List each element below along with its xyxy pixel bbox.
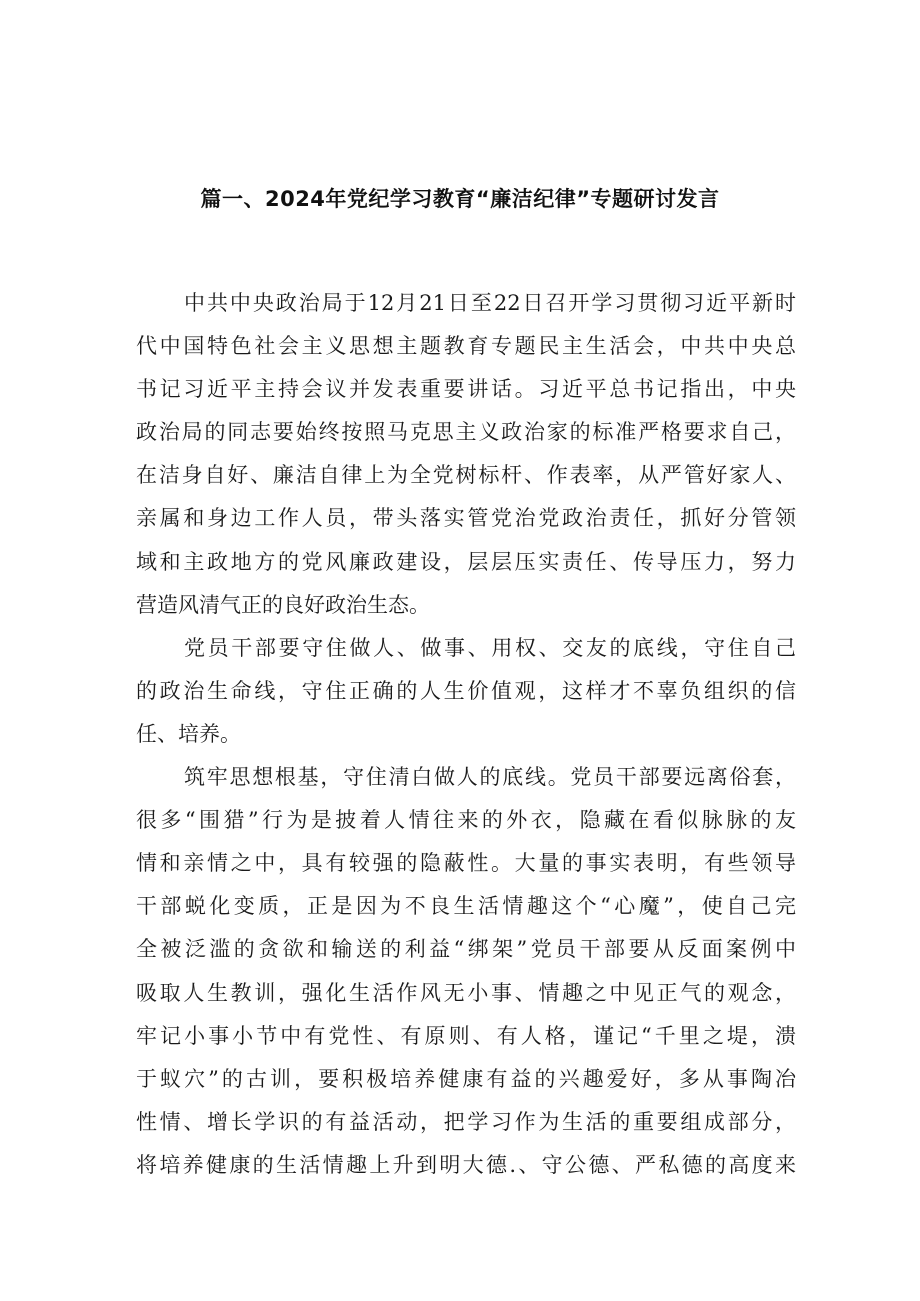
text-line: 任、培养。 (136, 721, 241, 746)
text-line: 干部蜕化变质，正是因为不良生活情趣这个“心魔”，使自己完 (136, 894, 796, 919)
text-line: 吸取人生教训，强化生活作风无小事、情趣之中见正气的观念， (136, 980, 796, 1005)
paragraph-2 (136, 627, 796, 756)
text-line: 亲属和身边工作人员，带头落实管党治党政治责任，抓好分管领 (136, 506, 796, 531)
text-line: 的政治生命线，守住正确的人生价值观，这样才不辜负组织的信 (136, 678, 796, 703)
text-line: 全被泛滥的贪欲和输送的利益“绑架”党员干部要从反面案例中 (136, 937, 796, 962)
text-line: 将培养健康的生活情趣上升到明大德.、守公德、严私德的高度来 (136, 1152, 796, 1177)
document-title: 篇一、2024年党纪学习教育“廉洁纪律”专题研讨发言 (200, 187, 720, 211)
text-line: 营造风清气正的良好政治生态。 (136, 592, 430, 617)
paragraph-3 (136, 756, 796, 1187)
document-body (136, 282, 796, 1187)
text-line: 书记习近平主持会议并发表重要讲话。习近平总书记指出，中央 (136, 377, 796, 402)
text-line: 情和亲情之中，具有较强的隐蔽性。大量的事实表明，有些领导 (136, 851, 796, 876)
paragraph-1 (136, 282, 796, 627)
text-line: 域和主政地方的党风廉政建设，层层压实责任、传导压力，努力 (136, 549, 796, 574)
text-line: 于蚁穴”的古训，要积极培养健康有益的兴趣爱好，多从事陶冶 (136, 1066, 796, 1091)
text-line: 筑牢思想根基，守住清白做人的底线。党员干部要远离俗套， (184, 765, 796, 790)
text-line: 代中国特色社会主义思想主题教育专题民主生活会，中共中央总 (136, 334, 796, 359)
text-line: 牢记小事小节中有党性、有原则、有人格，谨记“千里之堤，溃 (136, 1023, 796, 1048)
text-line: 很多“围猎”行为是披着人情往来的外衣，隐藏在看似脉脉的友 (136, 808, 796, 833)
text-line: 中共中央政治局于12月21日至22日召开学习贯彻习近平新时 (184, 291, 796, 315)
text-line: 党员干部要守住做人、做事、用权、交友的底线，守住自己 (184, 635, 796, 660)
text-line: 政治局的同志要始终按照马克思主义政治家的标准严格要求自己， (136, 420, 796, 445)
text-line: 在洁身自好、廉洁自律上为全党树标杆、作表率，从严管好家人、 (136, 463, 796, 488)
text-line: 性情、增长学识的有益活动，把学习作为生活的重要组成部分， (136, 1109, 796, 1134)
